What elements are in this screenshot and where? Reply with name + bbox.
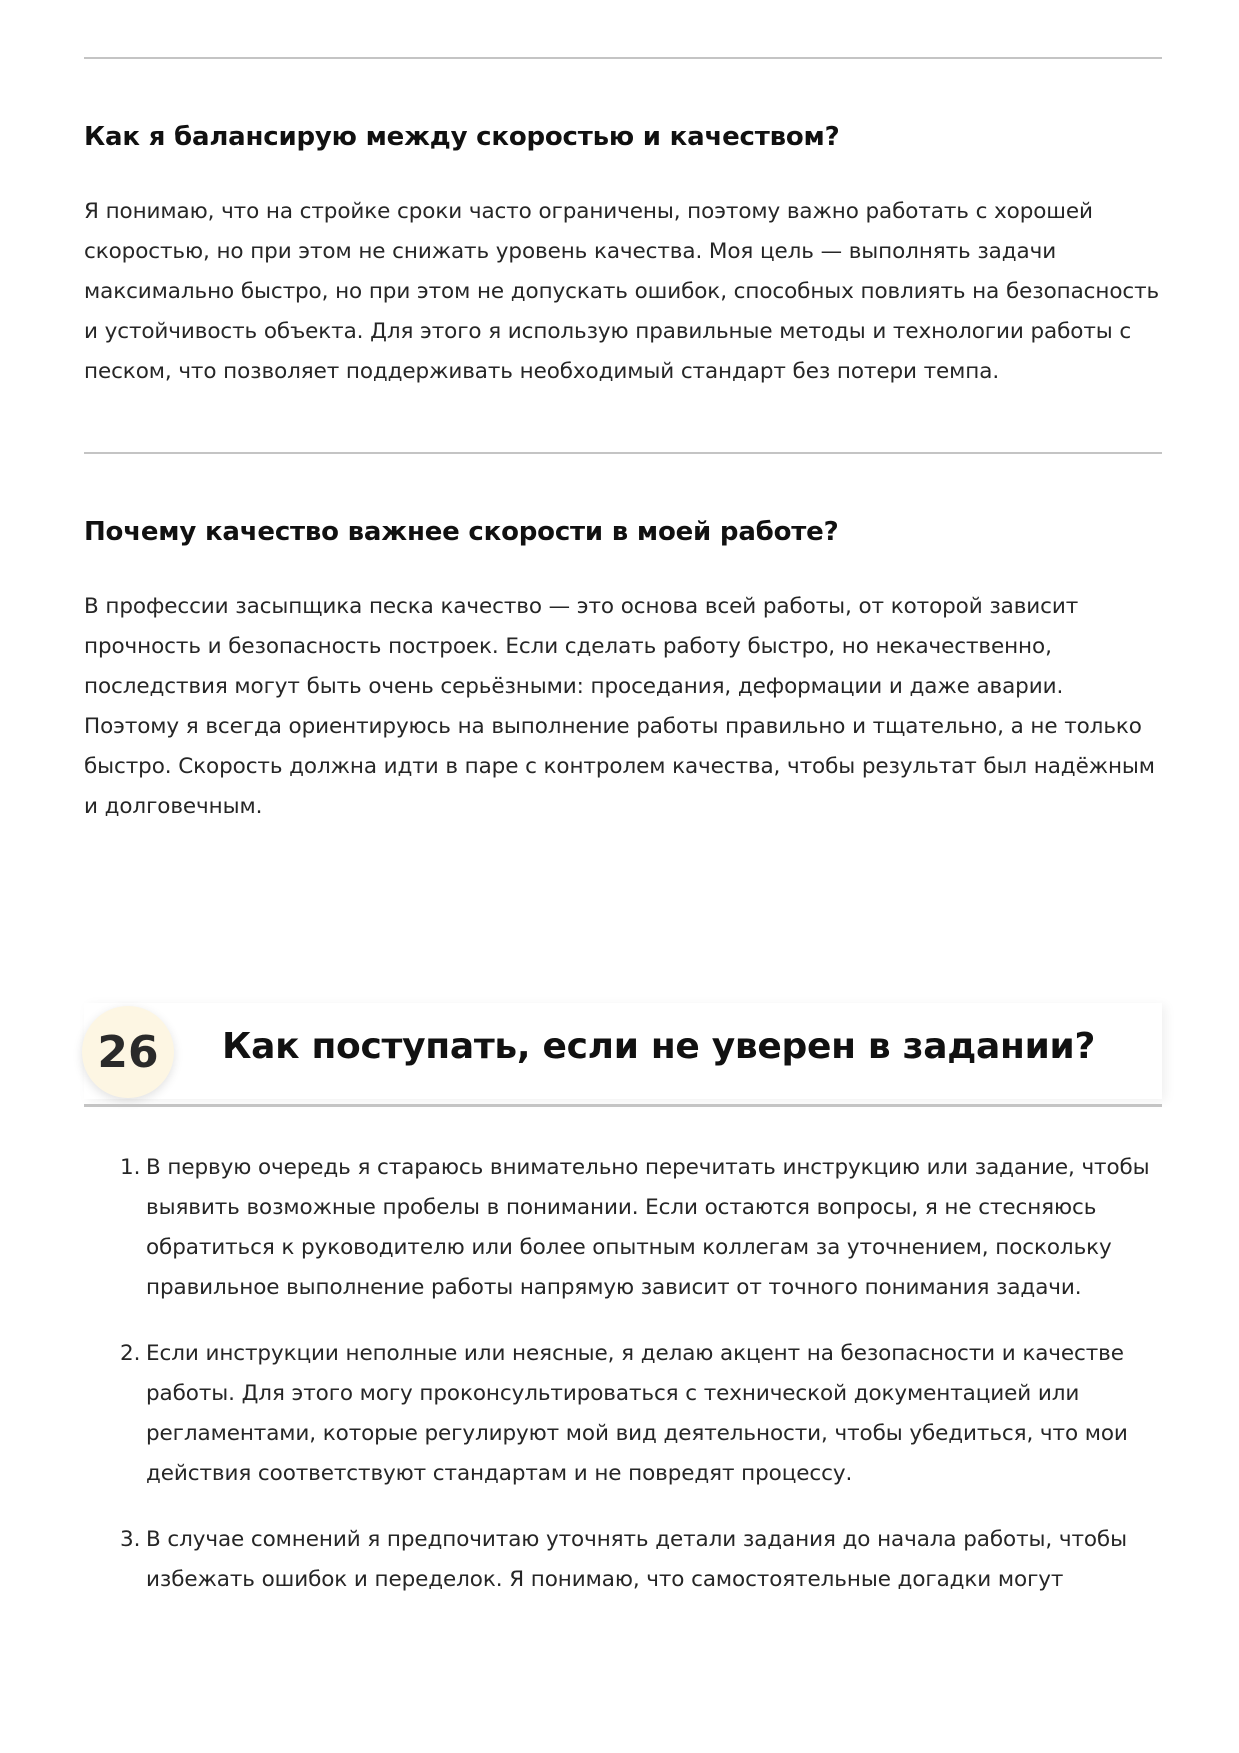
qa-block-quality-priority xyxy=(84,515,1162,827)
section-number-badge: 26 xyxy=(82,1006,174,1098)
answer-list xyxy=(84,1148,1162,1626)
qa-question: Почему качество важнее скорости в моей работе? xyxy=(84,517,839,547)
qa-answer: В профессии засыпщика песка качество — это основа всей работы, от которой зависит прочность и безопасность построек. Если сделать работу быстро, но некачественно, последствия могут быть очень серьёзными: проседания, деформации и даже аварии. Поэтому я всегда ориентируюсь на выполнение работы правильно и тщательно, а не только быстро. Скорость должна идти в паре с контролем качества, чтобы результат был надёжным и долговечным. xyxy=(84,594,1155,819)
list-item-number: 1. xyxy=(120,1155,141,1180)
list-item xyxy=(84,1148,1162,1308)
list-item-number: 3. xyxy=(120,1527,141,1552)
divider-middle xyxy=(84,452,1162,454)
list-item xyxy=(84,1334,1162,1494)
list-item-text: Если инструкции неполные или неясные, я делаю акцент на безопасности и качестве работы. Для этого могу проконсультироваться с технической документацией или регламентами, которые регулируют мой вид деятельности, чтобы убедиться, что мои действия соответствуют стандартам и не повредят процессу. xyxy=(146,1341,1128,1486)
qa-answer: Я понимаю, что на стройке сроки часто ограничены, поэтому важно работать с хорошей скоростью, но при этом не снижать уровень качества. Моя цель — выполнять задачи максимально быстро, но при этом не допускать ошибок, способных повлиять на безопасность и устойчивость объекта. Для этого я использую правильные методы и технологии работы с песком, что позволяет поддерживать необходимый стандарт без потери темпа. xyxy=(84,199,1160,384)
section-divider xyxy=(84,1104,1162,1107)
list-item-number: 2. xyxy=(120,1341,141,1366)
section-header xyxy=(84,1003,1162,1103)
list-item-text: В случае сомнений я предпочитаю уточнять детали задания до начала работы, чтобы избежать ошибок и переделок. Я понимаю, что самостоятельные догадки могут xyxy=(146,1527,1127,1592)
qa-block-speed-quality xyxy=(84,120,1162,392)
divider-top xyxy=(84,57,1162,59)
section-title: Как поступать, если не уверен в задании? xyxy=(222,1026,1096,1067)
list-item xyxy=(84,1520,1162,1600)
qa-question: Как я балансирую между скоростью и качеством? xyxy=(84,122,840,152)
list-item-text: В первую очередь я стараюсь внимательно перечитать инструкцию или задание, чтобы выявить возможные пробелы в понимании. Если остаются вопросы, я не стесняюсь обратиться к руководителю или более опытным коллегам за уточнением, поскольку правильное выполнение работы напрямую зависит от точного понимания задачи. xyxy=(146,1155,1150,1300)
